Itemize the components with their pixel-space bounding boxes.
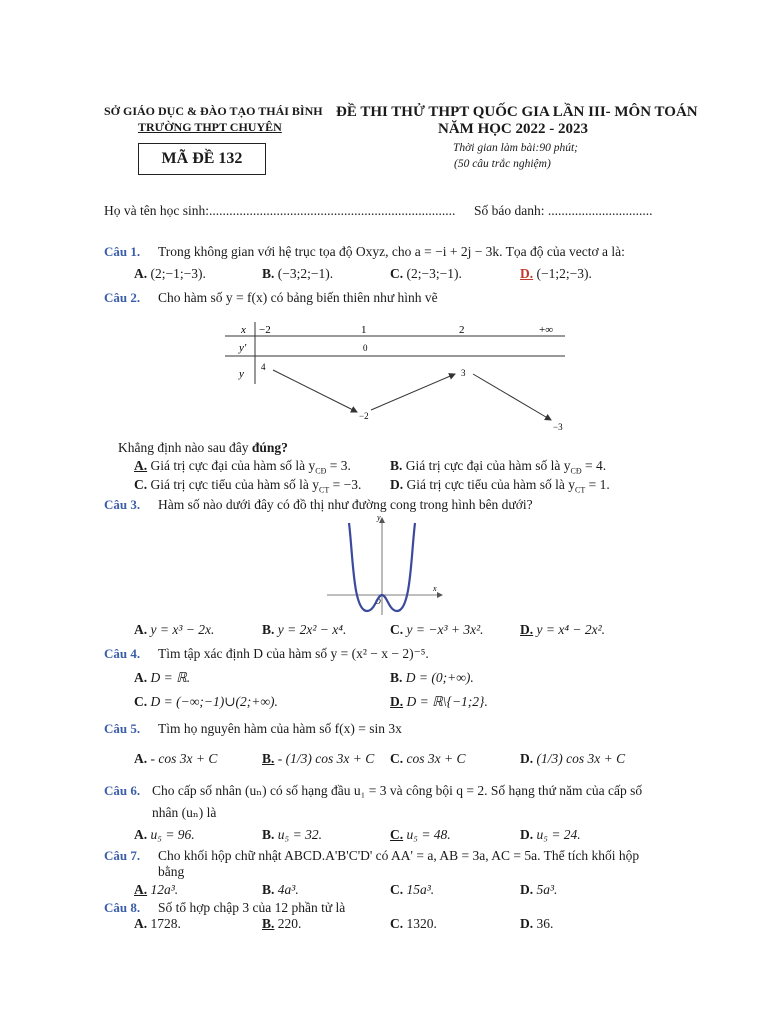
question-text: Cho khối hộp chữ nhật ABCD.A'B'C'D' có AA' = a, AB = 3a, AC = 5a. Thể tích khối hộp	[158, 848, 640, 863]
question-label: Câu 7.	[104, 848, 141, 863]
question-label: Câu 4.	[104, 646, 141, 661]
option-d[interactable]: D. Giá trị cực tiểu của hàm số là $y_{CT} = 1$.	[390, 477, 610, 495]
option-c[interactable]: C. Giá trị cực tiểu của hàm số là $y_{CT} = -3$.	[134, 477, 362, 495]
x-value: 1	[361, 324, 367, 336]
option-b[interactable]: B. y = 2x² − x⁴.	[262, 622, 347, 637]
x-value: 2	[459, 324, 465, 336]
option-b[interactable]: B. D = (0;+∞).	[390, 670, 474, 685]
option-b[interactable]: B. (−3;2;−1).	[262, 266, 334, 281]
option-b[interactable]: B. u₅ = 32.	[262, 827, 322, 842]
y-axis-label: y	[377, 513, 381, 522]
option-d[interactable]: D. 5a³.	[520, 882, 558, 897]
exam-title: ĐỀ THI THỬ THPT QUỐC GIA LẦN III- MÔN TOÁN	[336, 104, 698, 120]
option-b-answer[interactable]: B. - (1/3) cos 3x + C	[262, 751, 375, 766]
student-id-line: Số báo danh: ...............................	[474, 203, 653, 218]
option-c[interactable]: C. y = −x³ + 3x².	[390, 622, 484, 637]
question-text: Tìm tập xác định D của hàm số y = (x² − x − 2)⁻⁵.	[158, 646, 429, 661]
option-c[interactable]: C. cos 3x + C	[390, 751, 466, 766]
question-text-continued: nhân (uₙ) là	[152, 805, 217, 820]
question-label: Câu 8.	[104, 900, 141, 915]
question-prompt: Khẳng định nào sau đây đúng?	[118, 440, 288, 455]
option-d-answer[interactable]: D. D = ℝ\{−1;2}.	[390, 694, 488, 709]
option-a-answer[interactable]: A. 12a³.	[134, 882, 179, 897]
question-label: Câu 2.	[104, 290, 141, 305]
question-label: Câu 5.	[104, 721, 141, 736]
question-label: Câu 1.	[104, 244, 141, 259]
option-b-answer[interactable]: B. 220.	[262, 916, 302, 931]
question-text: Trong không gian với hệ trục tọa độ Oxyz, cho a = −i + 2j − 3k. Tọa độ của vectơ a là:	[158, 244, 625, 259]
question-text-continued: bằng	[158, 864, 185, 879]
x-axis-label: x	[433, 584, 437, 593]
student-name-line: Họ và tên học sinh:.........................................................................	[104, 203, 456, 218]
question-text: Tìm họ nguyên hàm của hàm số f(x) = sin 3x	[158, 721, 402, 736]
y-value: 3	[461, 368, 466, 378]
origin-label: O	[375, 597, 381, 606]
y-value: −3	[553, 422, 563, 432]
y-value: −2	[359, 411, 369, 421]
variation-table	[225, 322, 570, 432]
row-label-x: x	[241, 324, 246, 336]
option-d-answer[interactable]: D. (−1;2;−3).	[520, 266, 592, 281]
option-c[interactable]: C. D = (−∞;−1)∪(2;+∞).	[134, 694, 278, 709]
option-c[interactable]: C. 1320.	[390, 916, 437, 931]
option-a[interactable]: A. - cos 3x + C	[134, 751, 218, 766]
option-d[interactable]: D. 36.	[520, 916, 554, 931]
question-count: (50 câu trắc nghiệm)	[454, 158, 551, 170]
exam-duration: Thời gian làm bài:90 phút;	[453, 142, 578, 154]
x-value: −2	[259, 324, 271, 336]
increase-arrow	[371, 374, 455, 410]
y-prime-zero: 0	[363, 343, 368, 353]
exam-code-box: MÃ ĐỀ 132	[138, 143, 266, 175]
option-c-answer[interactable]: C. u₅ = 48.	[390, 827, 451, 842]
option-b[interactable]: B. 4a³.	[262, 882, 299, 897]
option-a[interactable]: A. D = ℝ.	[134, 670, 191, 685]
option-d-answer[interactable]: D. y = x⁴ − 2x².	[520, 622, 606, 637]
option-a[interactable]: A. y = x³ − 2x.	[134, 622, 215, 637]
question-label: Câu 3.	[104, 497, 141, 512]
question-text: Cho cấp số nhân (uₙ) có số hạng đầu u₁ = 3 và công bội q = 2. Số hạng thứ năm của cấp số	[152, 783, 643, 798]
option-b[interactable]: B. Giá trị cực đại của hàm số là $y_{CĐ} = 4$.	[390, 458, 607, 476]
question-text: Hàm số nào dưới đây có đồ thị như đường cong trong hình bên dưới?	[158, 497, 533, 512]
question-text: Cho hàm số y = f(x) có bảng biến thiên như hình vẽ	[158, 290, 438, 305]
question-text: Số tổ hợp chập 3 của 12 phần tử là	[158, 900, 346, 915]
function-graph	[325, 515, 445, 615]
decrease-arrow	[473, 374, 551, 420]
option-a[interactable]: A. 1728.	[134, 916, 181, 931]
row-label-y: y	[239, 368, 244, 380]
department-name: SỞ GIÁO DỤC & ĐÀO TẠO THÁI BÌNH	[104, 104, 323, 118]
option-a-answer[interactable]: A. Giá trị cực đại của hàm số là $y_{CĐ} = 3$.	[134, 458, 351, 476]
option-a[interactable]: A. (2;−1;−3).	[134, 266, 206, 281]
y-value: 4	[261, 362, 266, 372]
decrease-arrow	[273, 370, 357, 412]
option-c[interactable]: C. (2;−3;−1).	[390, 266, 462, 281]
option-a[interactable]: A. u₅ = 96.	[134, 827, 195, 842]
option-c[interactable]: C. 15a³.	[390, 882, 435, 897]
option-d[interactable]: D. u₅ = 24.	[520, 827, 581, 842]
school-name: TRƯỜNG THPT CHUYÊN	[138, 120, 282, 134]
option-d[interactable]: D. (1/3) cos 3x + C	[520, 751, 626, 766]
row-label-y-prime: y'	[239, 342, 247, 354]
school-year: NĂM HỌC 2022 - 2023	[438, 121, 588, 137]
question-label: Câu 6.	[104, 783, 141, 798]
x-value: +∞	[539, 324, 554, 336]
